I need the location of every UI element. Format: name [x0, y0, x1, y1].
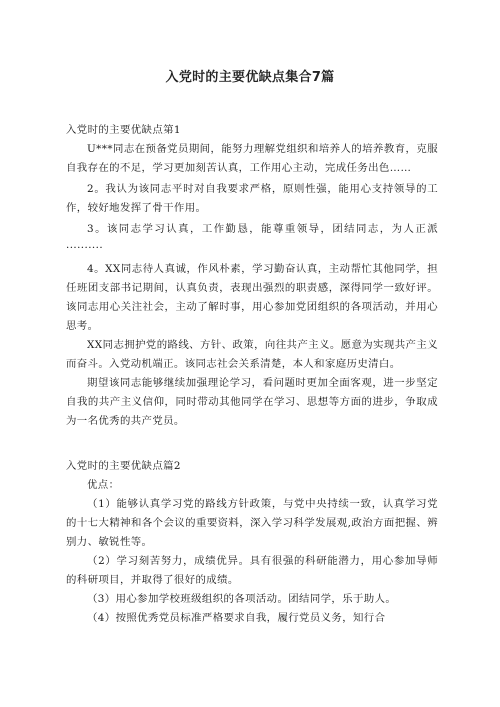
section-1-paragraph-4: 4。XX同志待人真诚，作风朴素，学习勤奋认真，主动帮忙其他同学，担任班团支部书记期间，认真负责，表现出强烈的职责感，深得同学一致好评。该同志用心关注社会，主动了解时事，用心参加党团组织的各项活动，并用心思考。	[66, 263, 438, 332]
section-2-paragraph-1: （1）能够认真学习党的路线方针政策，与党中央持续一致，认真学习党的十七大精神和各个会议的重要资料，深入学习科学发展观,政治方面把握、辨别力、敏锐性等。	[66, 498, 438, 548]
section-2-heading: 入党时的主要优缺点篇2	[66, 460, 181, 472]
section-1-paragraph-2: 2。我认为该同志平时对自我要求严格，原则性强，能用心支持领导的工作，较好地发挥了骨干作用。	[66, 183, 438, 214]
section-2-subheading: 优点：	[87, 479, 120, 491]
section-1-paragraph-1: U***同志在预备党员期间，能努力理解党组织和培养人的培养教育，克服自我存在的不足，学习更加刻苦认真，工作用心主动，完成任务出色……	[66, 143, 438, 174]
document-title: 入党时的主要优缺点集合7篇	[165, 70, 335, 85]
section-1-heading: 入党时的主要优缺点第1	[66, 124, 181, 136]
section-1	[66, 121, 438, 431]
section-2-paragraph-2: （2）学习刻苦努力，成绩优异。具有很强的科研能潜力，用心参加导师的科研项目，并取得了很好的成绩。	[66, 555, 438, 586]
section-1-paragraph-6: 期望该同志能够继续加强理论学习，看问题时更加全面客观，进一步坚定自我的共产主义信仰，同时带动其他同学在学习、思想等方面的进步，争取成为一名优秀的共产党员。	[66, 377, 438, 427]
section-2-paragraph-4: （4）按照优秀党员标准严格要求自我，履行党员义务，知行合	[87, 612, 386, 624]
section-2	[66, 457, 438, 628]
section-2-paragraph-3: （3）用心参加学校班级组织的各项活动。团结同学，乐于助人。	[87, 593, 397, 605]
section-1-paragraph-5: XX同志拥护党的路线、方针、政策，向往共产主义。愿意为实现共产主义而奋斗。入党动机端正。该同志社会关系清楚，本人和家庭历史清白。	[66, 339, 438, 370]
section-1-paragraph-3: 3。该同志学习认真，工作勤恳，能尊重领导，团结同志，为人正派··········	[66, 223, 438, 254]
